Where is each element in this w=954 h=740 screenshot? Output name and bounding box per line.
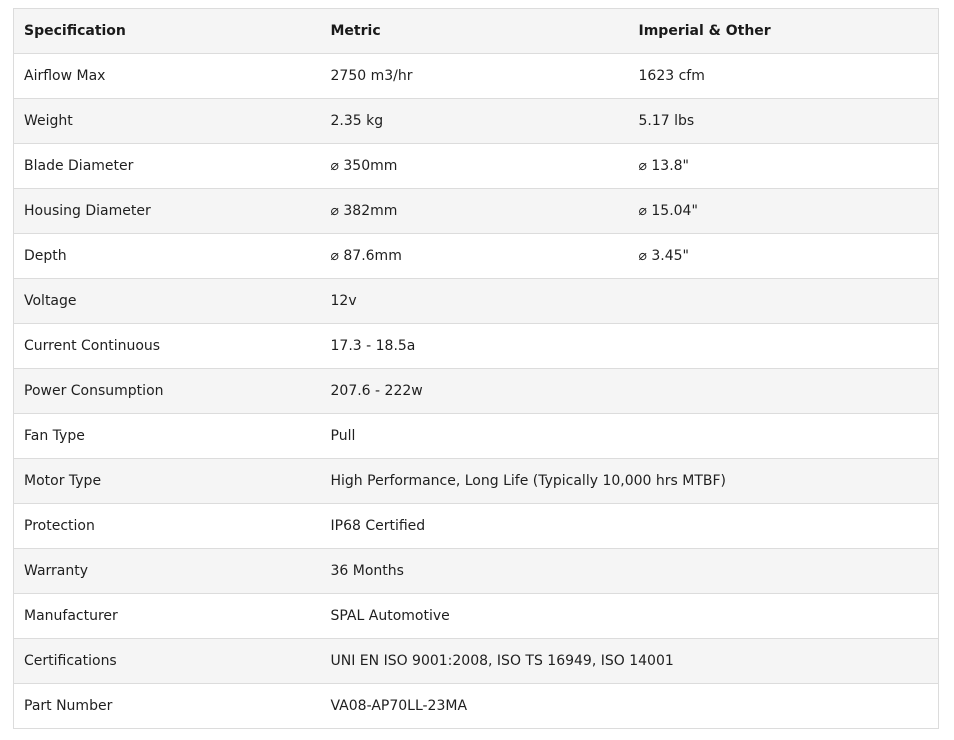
- cell-metric: 36 Months: [321, 549, 629, 594]
- cell-imperial: [629, 594, 939, 639]
- cell-specification: Certifications: [14, 639, 321, 684]
- cell-specification: Housing Diameter: [14, 189, 321, 234]
- table-row: [14, 684, 939, 729]
- table-header: [14, 9, 939, 54]
- cell-metric: 12v: [321, 279, 629, 324]
- cell-specification: Warranty: [14, 549, 321, 594]
- cell-imperial: ⌀ 3.45": [629, 234, 939, 279]
- cell-imperial: ⌀ 15.04": [629, 189, 939, 234]
- table-row: [14, 144, 939, 189]
- cell-imperial: [629, 279, 939, 324]
- cell-specification: Airflow Max: [14, 54, 321, 99]
- table-body: [14, 54, 939, 729]
- cell-specification: Manufacturer: [14, 594, 321, 639]
- cell-imperial: [629, 324, 939, 369]
- cell-metric: ⌀ 87.6mm: [321, 234, 629, 279]
- cell-metric: 17.3 - 18.5a: [321, 324, 629, 369]
- table-row: [14, 324, 939, 369]
- cell-metric: 2750 m3/hr: [321, 54, 629, 99]
- cell-imperial: [629, 504, 939, 549]
- cell-imperial: [629, 639, 939, 684]
- table-row: [14, 549, 939, 594]
- cell-metric: 2.35 kg: [321, 99, 629, 144]
- cell-metric: 207.6 - 222w: [321, 369, 629, 414]
- cell-specification: Blade Diameter: [14, 144, 321, 189]
- header-row: [14, 9, 939, 54]
- cell-specification: Fan Type: [14, 414, 321, 459]
- cell-imperial: [629, 369, 939, 414]
- table-row: [14, 639, 939, 684]
- cell-specification: Voltage: [14, 279, 321, 324]
- cell-specification: Current Continuous: [14, 324, 321, 369]
- header-specification: Specification: [14, 9, 321, 54]
- cell-specification: Power Consumption: [14, 369, 321, 414]
- cell-imperial: [629, 414, 939, 459]
- cell-metric: IP68 Certified: [321, 504, 629, 549]
- table-row: [14, 504, 939, 549]
- cell-metric: ⌀ 382mm: [321, 189, 629, 234]
- header-metric: Metric: [321, 9, 629, 54]
- cell-metric: SPAL Automotive: [321, 594, 629, 639]
- cell-imperial: 5.17 lbs: [629, 99, 939, 144]
- cell-specification: Protection: [14, 504, 321, 549]
- cell-metric: VA08-AP70LL-23MA: [330, 698, 468, 714]
- table-row: [14, 234, 939, 279]
- cell-specification: Part Number: [24, 698, 113, 714]
- cell-imperial: ⌀ 13.8": [629, 144, 939, 189]
- table-row: [14, 369, 939, 414]
- table-row: [14, 99, 939, 144]
- cell-imperial: 1623 cfm: [629, 54, 939, 99]
- table-row: [14, 459, 939, 504]
- cell-imperial: [629, 684, 939, 729]
- cell-metric: Pull: [321, 414, 629, 459]
- cell-imperial: [629, 549, 939, 594]
- table-row: [14, 279, 939, 324]
- table-row: [14, 54, 939, 99]
- table-row: [14, 594, 939, 639]
- specification-table: [13, 8, 939, 729]
- cell-specification: Depth: [14, 234, 321, 279]
- cell-metric: UNI EN ISO 9001:2008, ISO TS 16949, ISO 14001: [321, 639, 629, 684]
- cell-metric: High Performance, Long Life (Typically 10,000 hrs MTBF): [321, 459, 629, 504]
- cell-specification: Motor Type: [14, 459, 321, 504]
- table-row: [14, 189, 939, 234]
- cell-specification: Weight: [14, 99, 321, 144]
- cell-metric: ⌀ 350mm: [321, 144, 629, 189]
- header-imperial: Imperial & Other: [629, 9, 939, 54]
- table-row: [14, 414, 939, 459]
